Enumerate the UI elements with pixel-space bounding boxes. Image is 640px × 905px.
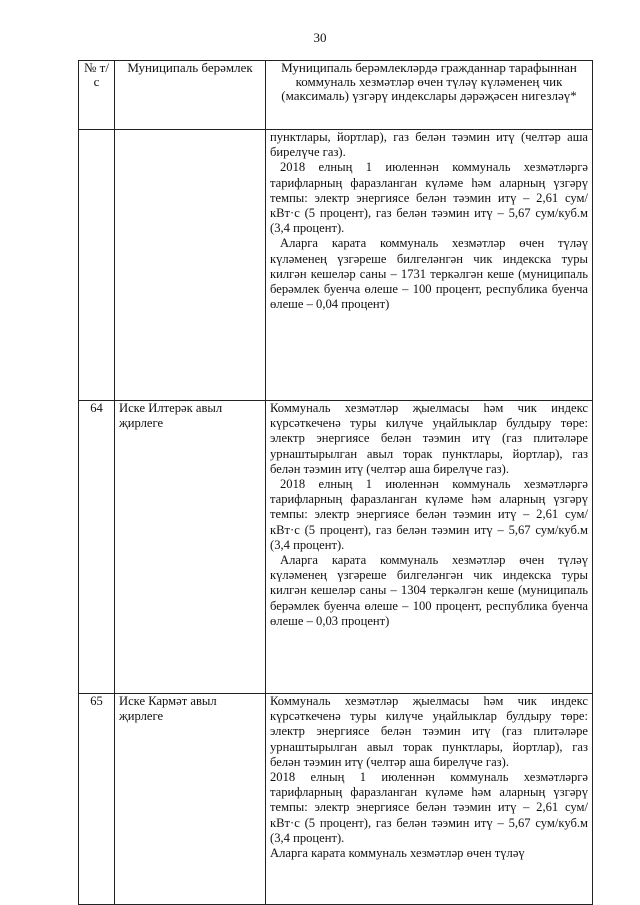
table-row (79, 401, 593, 694)
header-num: № т/с (79, 61, 115, 130)
row-municipality: Иске Илтерәк авыл җирлеге (115, 401, 266, 694)
header-municipality: Муниципаль берәмлек (115, 61, 266, 130)
basis-paragraph: Аларга карата коммуналь хезмәтләр өчен түләү күләменең үзгәреше билгеләнгән чик индекска туры килгән кешеләр саны – 1304 теркәлгән кеше (муниципаль берәмлек буенча өлеше – 100 процент, республика буенча өлеше – 0,03 процент) (270, 553, 588, 628)
basis-paragraph: пунктлары, йортлар), газ белән тәэмин итү (челтәр аша бирелүче газ). (270, 130, 588, 160)
basis-paragraph: 2018 елның 1 июленнән коммуналь хезмәтләргә тарифларның фаразланган күләме һәм аларның үзгәрү темпы: электр энергиясе белән тәэмин итү – 2,61 сум/кВт·с (5 процент), газ белән тәэмин итү – 5,67 сум/куб.м (3,4 процент). (270, 160, 588, 236)
basis-paragraph: Аларга карата коммуналь хезмәтләр өчен түләү (270, 846, 525, 861)
row-basis (266, 401, 593, 694)
row-municipality: Иске Кармәт авыл җирлеге (115, 694, 266, 905)
row-number: 65 (79, 694, 115, 905)
row-basis (266, 694, 593, 905)
table-header-row (79, 61, 593, 130)
basis-paragraph: 2018 елның 1 июленнән коммуналь хезмәтләргә тарифларның фаразланган күләме һәм аларның үзгәрү темпы: электр энергиясе белән тәэмин итү – 2,61 сум/кВт·с (5 процент), газ белән тәэмин итү – 5,67 сум/куб.м (3,4 процент). (270, 770, 588, 845)
basis-paragraph: Аларга карата коммуналь хезмәтләр өчен түләү күләменең үзгәреше билгеләнгән чик индекска туры килгән кешеләр саны – 1731 теркәлгән кеше (муниципаль берәмлек буенча өлеше – 100 процент, республика буенча өлеше – 0,04 процент) (270, 236, 588, 312)
table-row (79, 694, 593, 905)
table-row (79, 130, 593, 401)
row-number: 64 (79, 401, 115, 694)
row-basis (266, 130, 593, 401)
basis-paragraph: Коммуналь хезмәтләр җыелмасы һәм чик индекс күрсәткеченә туры килүче уңайлыклар булдыру төре: электр энергиясе белән тәэмин итү (газ плитәләре урнаштырылган авыл торак пунктлары, йортлар), газ белән тәэмин итү (челтәр аша бирелүче газ). (270, 694, 588, 769)
basis-paragraph: 2018 елның 1 июленнән коммуналь хезмәтләргә тарифларның фаразланган күләме һәм аларның үзгәрү темпы: электр энергиясе белән тәэмин итү – 2,61 сум/кВт·с (5 процент), газ белән тәэмин итү – 5,67 сум/куб.м (3,4 процент). (270, 477, 588, 552)
page-number: 30 (313, 30, 327, 45)
municipal-index-table (78, 60, 593, 905)
row-number (79, 130, 115, 401)
basis-paragraph: Коммуналь хезмәтләр җыелмасы һәм чик индекс күрсәткеченә туры килүче уңайлыклар булдыру төре: электр энергиясе белән тәэмин итү (газ плитәләре урнаштырылган авыл торак пунктлары, йортлар), газ белән тәэмин итү (челтәр аша бирелүче газ). (270, 401, 588, 476)
header-basis: Муниципаль берәмлекләрдә гражданнар тарафыннан коммуналь хезмәтләр өчен түләү күләменең чик (максималь) үзгәрү индекслары дәрәҗәсен нигезләү* (266, 61, 593, 130)
row-municipality (115, 130, 266, 401)
